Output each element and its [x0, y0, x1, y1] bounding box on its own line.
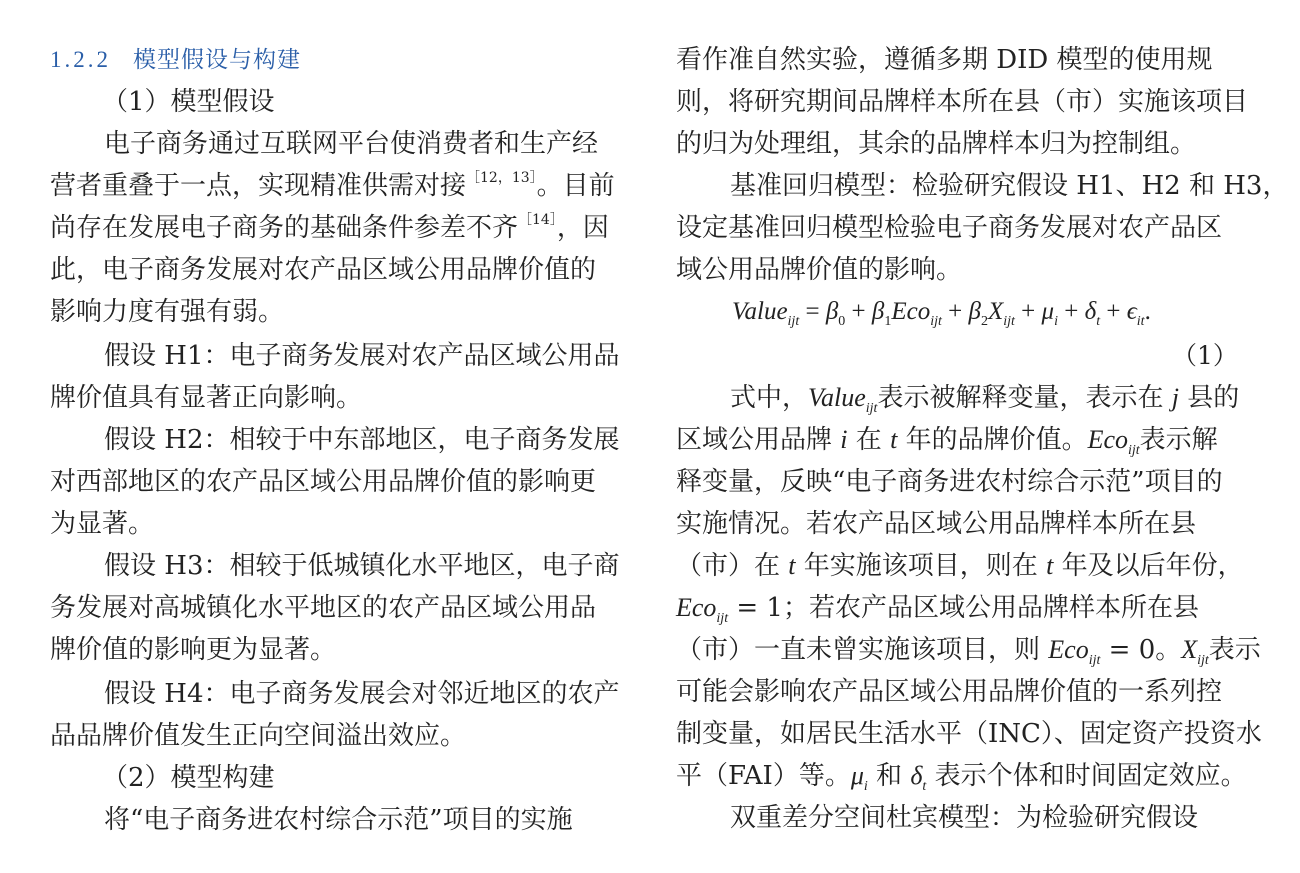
- text-run: ，因: [556, 213, 609, 243]
- subheading-model: （2）模型构建: [102, 763, 275, 793]
- paragraph-line: [50, 166, 615, 206]
- text-run: 表示个体和时间固定效应。: [934, 761, 1247, 791]
- paragraph-line: [50, 208, 609, 248]
- paragraph-line: 制变量，如居民生活水平（INC）、固定资产投资水: [676, 719, 1262, 749]
- math-subscript: ijt: [1088, 653, 1101, 669]
- text-run: 和: [876, 761, 903, 791]
- equation-number: （1）: [1172, 341, 1238, 370]
- text-run: 式中，: [730, 383, 809, 413]
- math-subscript: ijt: [1197, 653, 1209, 669]
- paragraph-line: [676, 420, 1218, 460]
- paragraph-line: 影响力度有强有弱。: [50, 297, 285, 327]
- paragraph-line: 牌价值的影响更为显著。: [50, 635, 337, 665]
- paragraph-line: 为显著。: [50, 509, 155, 539]
- subheading-hypotheses: （1）模型假设: [102, 87, 275, 117]
- paragraph-line: 将“电子商务进农村综合示范”项目的实施: [104, 805, 573, 835]
- paragraph-line: [676, 588, 1199, 628]
- citation: ［12，13］: [466, 170, 537, 186]
- paragraph-line: 可能会影响农产品区域公用品牌价值的一系列控: [676, 677, 1223, 707]
- math-subscript: t: [922, 779, 927, 795]
- math-subscript: i: [863, 779, 868, 795]
- paragraph-line: 基准回归模型：检验研究假设 H1、H2 和 H3，: [730, 171, 1289, 201]
- paragraph-line: 看作准自然实验，遵循多期 DID 模型的使用规: [676, 45, 1213, 75]
- paragraph-line: [676, 756, 1247, 796]
- math-symbol: t: [890, 425, 898, 454]
- math-symbol: j: [1171, 383, 1179, 412]
- text-run: 表示解: [1139, 425, 1218, 455]
- math-symbol: t: [1046, 551, 1054, 580]
- paragraph-line: [730, 378, 1239, 418]
- paragraph-line: 双重差分空间杜宾模型：为检验研究假设: [730, 803, 1199, 833]
- text-run: = 0。: [1100, 635, 1182, 665]
- text-run: （市）在: [676, 551, 781, 581]
- text-run: 平（FAI）等。: [676, 761, 851, 791]
- math-subscript: ijt: [1128, 443, 1140, 459]
- paragraph-line: 域公用品牌价值的影响。: [676, 255, 963, 285]
- text-run: 营者重叠于一点，实现精准供需对接: [50, 171, 467, 201]
- citation: ［14］: [518, 212, 557, 228]
- paragraph-line: 牌价值具有显著正向影响。: [50, 383, 363, 413]
- hypothesis-h1: 假设 H1：电子商务发展对农产品区域公用品: [104, 341, 620, 371]
- math-symbol: Eco: [1087, 425, 1128, 454]
- text-run: 表示: [1208, 635, 1261, 665]
- text-run: 区域公用品牌: [676, 425, 833, 455]
- math-symbol: i: [840, 425, 848, 454]
- math-subscript: ijt: [865, 401, 878, 417]
- paragraph-line: 则，将研究期间品牌样本所在县（市）实施该项目: [676, 87, 1249, 117]
- paragraph-line: [676, 546, 1244, 586]
- equation: Value$_{ijt}$ = $\beta_0 + \beta_1Eco_{ijt} + \beta_2X_{ijt} + \mu_i + \delta_t + \epsilon_{it}$.: [732, 298, 1151, 329]
- math-symbol: δ: [910, 761, 923, 790]
- math-symbol: t: [788, 551, 796, 580]
- paragraph-line: 此，电子商务发展对农产品区域公用品牌价值的: [50, 255, 597, 285]
- paragraph-line: 务发展对高城镇化水平地区的农产品区域公用品: [50, 593, 597, 623]
- hypothesis-h4: 假设 H4：电子商务发展会对邻近地区的农产: [104, 679, 620, 709]
- hypothesis-h3: 假设 H3：相较于低城镇化水平地区，电子商: [104, 551, 620, 581]
- hypothesis-h2: 假设 H2：相较于中东部地区，电子商务发展: [104, 425, 620, 455]
- math-symbol: Value: [808, 383, 866, 412]
- paragraph-line: 电子商务通过互联网平台使消费者和生产经: [104, 129, 599, 159]
- paragraph-line: 品品牌价值发生正向空间溢出效应。: [50, 721, 467, 751]
- paragraph-line: 释变量，反映“电子商务进农村综合示范”项目的: [676, 467, 1223, 497]
- text-run: 在: [855, 425, 882, 455]
- section-heading: [50, 40, 301, 80]
- section-title: 模型假设与构建: [133, 47, 301, 73]
- paragraph-line: [676, 630, 1261, 670]
- math-symbol: μ: [850, 761, 864, 790]
- text-run: 年的品牌价值。: [905, 425, 1088, 455]
- math-symbol: Eco: [1048, 635, 1089, 664]
- paragraph-line: 设定基准回归模型检验电子商务发展对农产品区: [676, 213, 1223, 243]
- text-run: 。目前: [536, 171, 615, 201]
- text-run: 年及以后年份，: [1061, 551, 1244, 581]
- text-run: = 1；若农产品区域公用品牌样本所在县: [728, 593, 1199, 623]
- paragraph-line: 对西部地区的农产品区域公用品牌价值的影响更: [50, 467, 597, 497]
- math-subscript: ijt: [716, 611, 729, 627]
- math-symbol: Eco: [676, 593, 717, 622]
- text-run: 年实施该项目，则在: [803, 551, 1038, 581]
- paragraph-line: 的归为处理组，其余的品牌样本归为控制组。: [676, 129, 1197, 159]
- text-run: （市）一直未曾实施该项目，则: [676, 635, 1041, 665]
- math-symbol: X: [1181, 635, 1198, 664]
- text-run: 表示被解释变量，表示在: [877, 383, 1164, 413]
- text-run: 尚存在发展电子商务的基础条件参差不齐: [50, 213, 519, 243]
- section-number: 1.2.2: [50, 47, 111, 72]
- text-run: 县的: [1187, 383, 1240, 413]
- paragraph-line: 实施情况。若农产品区域公用品牌样本所在县: [676, 509, 1197, 539]
